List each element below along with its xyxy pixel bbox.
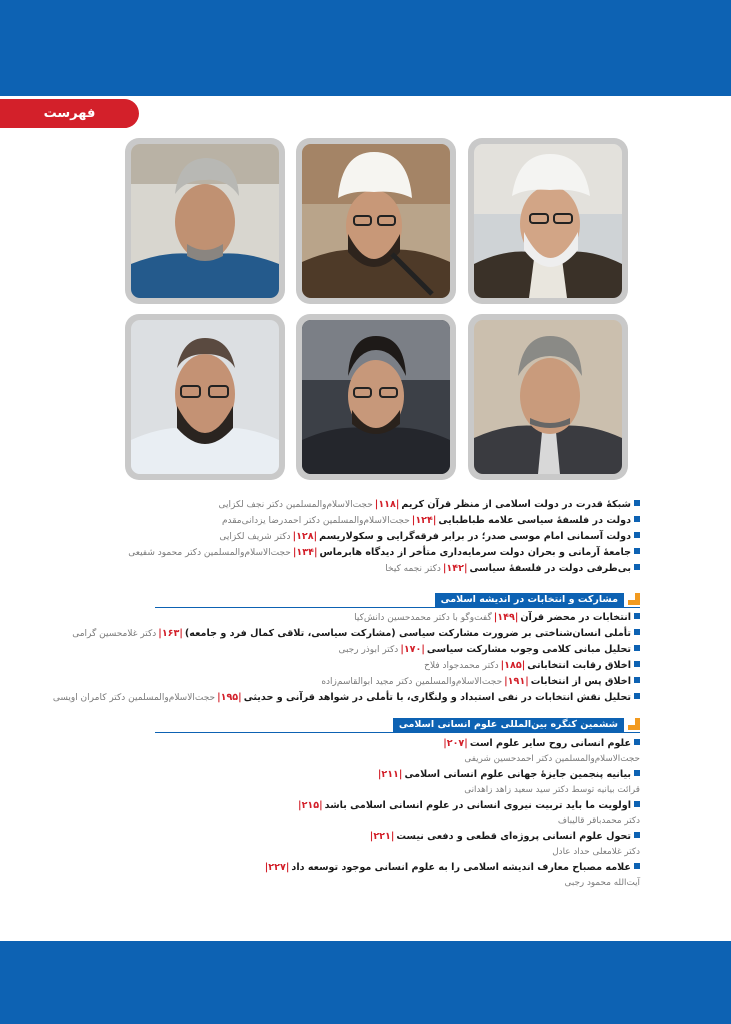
section-3-list: [263, 736, 640, 891]
bullet-square-icon: [634, 613, 640, 619]
top-banner: [0, 0, 731, 96]
portrait-image: [474, 144, 622, 298]
toc-item-author: قرائت بیانیه توسط دکتر سید سعید زاهد زاهدانی: [464, 785, 640, 795]
bullet-square-icon: [634, 677, 640, 683]
bullet-square-icon: [634, 693, 640, 699]
toc-item[interactable]: تحلیل مبانی کلامی وجوب مشارکت سیاسی|۱۷۰|دکتر ابوذر رجبی: [53, 642, 640, 658]
corner-bracket-icon: [628, 593, 640, 605]
section-2-heading: مشارکت و انتخابات در اندیشه اسلامی: [155, 593, 640, 608]
toc-item[interactable]: دولت آسمانی امام موسی صدر؛ در برابر فرقه‌گرایی و سکولاریسم|۱۲۸|دکتر شریف لکزایی: [128, 529, 640, 545]
toc-item[interactable]: تأملی انسان‌شناختی بر ضرورت مشارکت سیاسی (مشارکت سیاسی، تلاقی کمال فرد و جامعه)|۱۶۳|دکتر غلامحسین گرامی: [53, 626, 640, 642]
toc-item[interactable]: علوم انسانی روح سایر علوم است|۲۰۷|: [263, 736, 640, 752]
bullet-square-icon: [634, 548, 640, 554]
photo-cleric-1: [468, 138, 628, 304]
photo-man-3: [296, 314, 456, 480]
bullet-square-icon: [634, 629, 640, 635]
toc-item[interactable]: بیانیه پنجمین جایزۀ جهانی علوم انسانی اسلامی|۲۱۱|: [263, 767, 640, 783]
bullet-square-icon: [634, 564, 640, 570]
bullet-square-icon: [634, 801, 640, 807]
toc-item[interactable]: انتخابات در محضر قرآن|۱۴۹|گفت‌وگو با دکتر محمدحسین دانش‌کیا: [53, 610, 640, 626]
toc-item[interactable]: اخلاق رقابت انتخاباتی|۱۸۵|دکتر محمدجواد فلاح: [53, 658, 640, 674]
photo-man-4: [125, 314, 285, 480]
bullet-square-icon: [634, 500, 640, 506]
corner-bracket-icon: [628, 718, 640, 730]
toc-item-author: دکتر محمدباقر قالیباف: [557, 816, 640, 826]
toc-item[interactable]: بی‌طرفی دولت در فلسفۀ سیاسی|۱۴۲|دکتر نجمه کیخا: [128, 561, 640, 577]
bullet-square-icon: [634, 770, 640, 776]
bullet-square-icon: [634, 645, 640, 651]
portrait-image: [474, 320, 622, 474]
bullet-square-icon: [634, 863, 640, 869]
toc-item[interactable]: تحلیل نقش انتخابات در نفی استبداد و ولنگاری، با تأملی در شواهد قرآنی و حدیثی|۱۹۵|حجت‌الاسلام‌والمسلمین دکتر کامران اویسی: [53, 690, 640, 706]
bullet-square-icon: [634, 532, 640, 538]
toc-item[interactable]: دولت در فلسفۀ سیاسی علامه طباطبایی|۱۲۴|حجت‌الاسلام‌والمسلمین دکتر احمدرضا یزدانی‌مقدم: [128, 513, 640, 529]
portrait-image: [131, 320, 279, 474]
toc-item-author: آیت‌الله محمود رجبی: [564, 878, 640, 888]
toc-item[interactable]: علامه مصباح معارف اندیشه اسلامی را به علوم انسانی موجود توسعه داد|۲۲۷|: [263, 860, 640, 876]
bullet-square-icon: [634, 661, 640, 667]
photo-cleric-2: [296, 138, 456, 304]
bullet-square-icon: [634, 516, 640, 522]
photo-man-1: [125, 138, 285, 304]
section-2-list: [53, 610, 640, 706]
photo-man-2: [468, 314, 628, 480]
section-3-heading: ششمین کنگره بین‌المللی علوم انسانی اسلامی: [155, 718, 640, 733]
toc-item-author: دکتر غلامعلی حداد عادل: [552, 847, 640, 857]
contents-tag: فهرست: [0, 99, 139, 128]
bottom-banner: [0, 941, 731, 1024]
portrait-image: [302, 320, 450, 474]
toc-item[interactable]: تحول علوم انسانی پروژه‌ای قطعی و دفعی نیست|۲۲۱|: [263, 829, 640, 845]
toc-item[interactable]: شبکۀ قدرت در دولت اسلامی از منظر قرآن کریم|۱۱۸|حجت‌الاسلام‌والمسلمین دکتر نجف لکزایی: [128, 497, 640, 513]
toc-item[interactable]: اخلاق پس از انتخابات|۱۹۱|حجت‌الاسلام‌والمسلمین دکتر مجید ابوالقاسم‌زاده: [53, 674, 640, 690]
portrait-image: [131, 144, 279, 298]
toc-item[interactable]: جامعۀ آرمانی و بحران دولت سرمایه‌داری متأخر از دیدگاه هابرماس|۱۳۴|حجت‌الاسلام‌والمسلمین دکتر محمود شفیعی: [128, 545, 640, 561]
toc-item[interactable]: اولویت ما باید تربیت نیروی انسانی در علوم انسانی اسلامی باشد|۲۱۵|: [263, 798, 640, 814]
bullet-square-icon: [634, 739, 640, 745]
section-1-list: [128, 497, 640, 577]
portrait-image: [302, 144, 450, 298]
bullet-square-icon: [634, 832, 640, 838]
toc-item-author: حجت‌الاسلام‌والمسلمین دکتر احمدحسین شریفی: [464, 754, 640, 764]
